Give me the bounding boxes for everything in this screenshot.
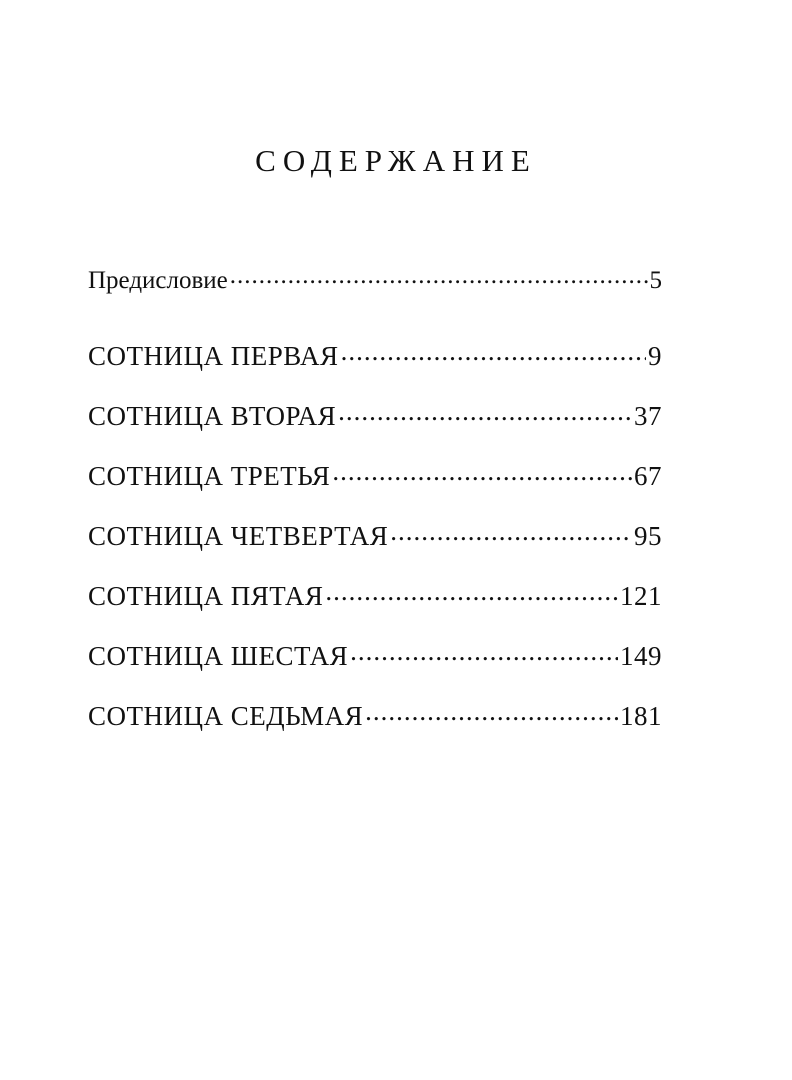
dot-leader (338, 398, 632, 425)
toc-entry-label: СОТНИЦА ШЕСТАЯ (88, 641, 349, 671)
dot-leader (341, 338, 646, 365)
toc-entry-label: СОТНИЦА ПЕРВАЯ (88, 341, 339, 371)
toc-page-number: 121 (620, 581, 662, 611)
toc-entry-label: СОТНИЦА ЧЕТВЕРТАЯ (88, 521, 389, 551)
toc-entry-part-7[interactable] (88, 698, 662, 732)
toc-entry-label: СОТНИЦА СЕДЬМАЯ (88, 701, 364, 731)
toc-entry-part-5[interactable] (88, 578, 662, 612)
toc-entry-part-1[interactable] (88, 338, 662, 372)
toc-page-number: 149 (620, 641, 662, 671)
toc-page-number: 95 (634, 521, 662, 551)
toc-entry-part-4[interactable] (88, 518, 662, 552)
dot-leader (390, 518, 632, 545)
dot-leader (332, 458, 632, 485)
dot-leader (230, 263, 648, 288)
toc-page-number: 9 (648, 341, 662, 371)
dot-leader (325, 578, 618, 605)
toc-entry-label: Предисловие (88, 267, 228, 294)
toc-entry-part-3[interactable] (88, 458, 662, 492)
toc-page-number: 181 (620, 701, 662, 731)
toc-page-number: 5 (649, 267, 662, 294)
page-title: СОДЕРЖАНИЕ (255, 143, 537, 178)
toc-page-number: 37 (634, 401, 662, 431)
toc-entry-part-2[interactable] (88, 398, 662, 432)
dot-leader (350, 638, 618, 665)
dot-leader (365, 698, 618, 725)
toc-entry-label: СОТНИЦА ПЯТАЯ (88, 581, 324, 611)
toc-page-number: 67 (634, 461, 662, 491)
toc-entry-label: СОТНИЦА ТРЕТЬЯ (88, 461, 331, 491)
toc-entry-preface[interactable] (88, 263, 662, 297)
toc-entry-part-6[interactable] (88, 638, 662, 672)
toc-entry-label: СОТНИЦА ВТОРАЯ (88, 401, 337, 431)
